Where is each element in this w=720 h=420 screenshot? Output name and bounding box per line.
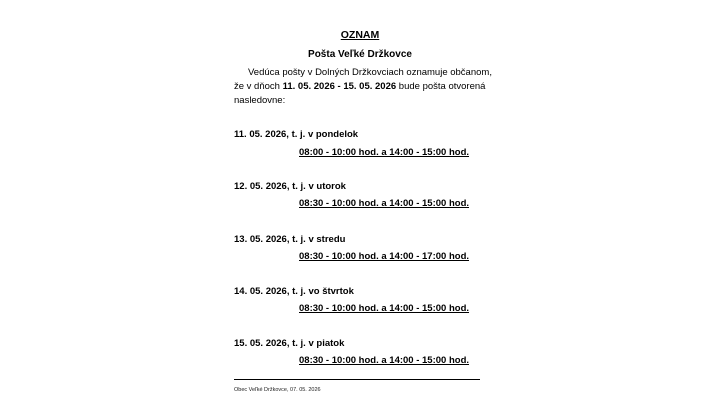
schedule-day-2: 12. 05. 2026, t. j. v utorok [234, 181, 346, 192]
notice-subtitle: Pošta Veľké Držkovce [308, 49, 412, 60]
schedule-hours-3: 08:30 - 10:00 hod. a 14:00 - 17:00 hod. [299, 251, 470, 262]
footer-place-date: Obec Veľké Držkovce, 07. 05. 2026 [234, 387, 321, 393]
intro-text-part1: Vedúca pošty v Dolných Držkovciach oznamuje občanom, že v dňoch [234, 67, 492, 92]
schedule-day-3: 13. 05. 2026, t. j. v stredu [234, 234, 346, 245]
signature-divider [234, 379, 480, 380]
intro-text-part2: bude pošta otvorená nasledovne: [234, 81, 486, 106]
schedule-day-4: 14. 05. 2026, t. j. vo štvrtok [234, 286, 354, 297]
schedule-hours-2: 08:30 - 10:00 hod. a 14:00 - 15:00 hod. [299, 198, 470, 209]
schedule-hours-5: 08:30 - 10:00 hod. a 14:00 - 15:00 hod. [299, 355, 470, 366]
intro-dates: 11. 05. 2026 - 15. 05. 2026 [282, 81, 397, 92]
intro-paragraph [234, 66, 496, 108]
schedule-hours-1: 08:00 - 10:00 hod. a 14:00 - 15:00 hod. [299, 147, 470, 158]
schedule-day-1: 11. 05. 2026, t. j. v pondelok [234, 129, 359, 140]
schedule-day-5: 15. 05. 2026, t. j. v piatok [234, 338, 345, 349]
schedule-hours-4: 08:30 - 10:00 hod. a 14:00 - 15:00 hod. [299, 303, 470, 314]
notice-title: OZNAM [340, 29, 380, 41]
